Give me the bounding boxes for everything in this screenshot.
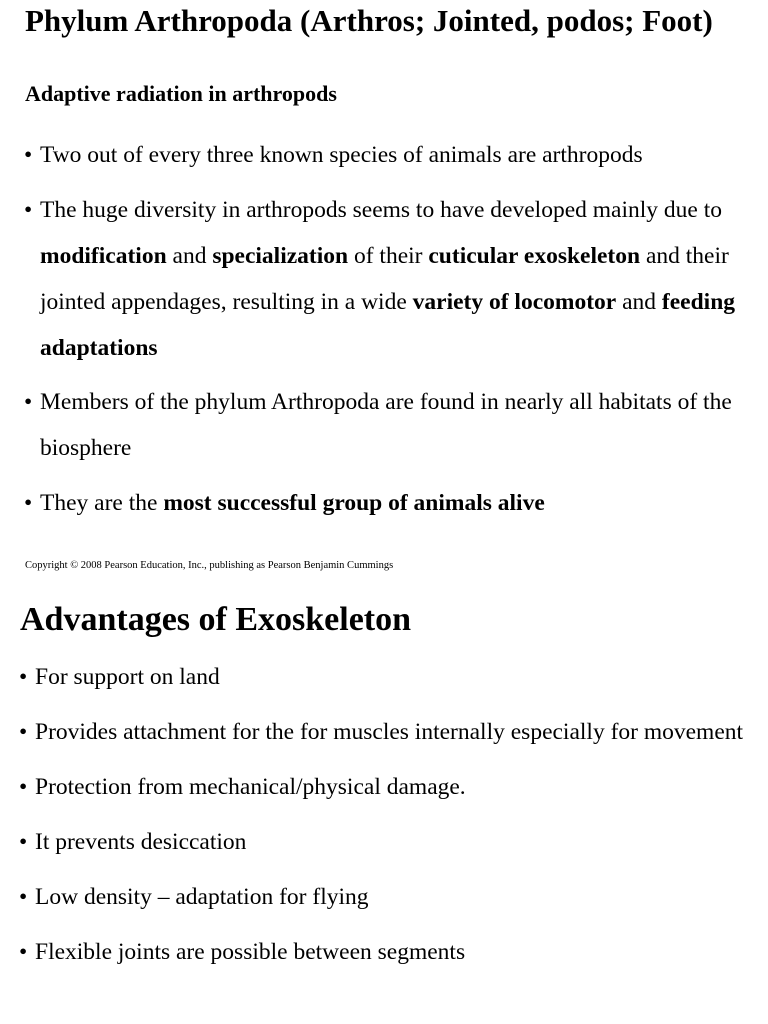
bullet-text-part: and their jointed appendages, resulting in a wide (40, 242, 729, 315)
bullet-text-part: They are the (40, 489, 164, 516)
bullet-text-part: The huge diversity in arthropods seems to have developed mainly due to (40, 196, 722, 223)
bullet-text-part: and (166, 242, 213, 269)
bullet-item-habitats (24, 379, 764, 471)
bold-term-specialization: specialization (212, 242, 349, 269)
bullet-item-diversity (24, 187, 764, 371)
bullet-text-part: and (616, 288, 662, 315)
bullet-item: • It prevents desiccation (19, 819, 759, 865)
slide-title: Phylum Arthropoda (Arthros; Jointed, podos; Foot) (25, 3, 713, 38)
bold-term-modification: modification (40, 242, 167, 269)
bold-term-exoskeleton: cuticular exoskeleton (428, 242, 641, 269)
slide-title: Advantages of Exoskeleton (20, 601, 412, 638)
bullet-item: • Provides attachment for the for muscles internally especially for movement (19, 709, 759, 755)
copyright-notice: Copyright © 2008 Pearson Education, Inc., publishing as Pearson Benjamin Cummings (25, 560, 394, 571)
bullet-item-species (24, 132, 764, 178)
bold-term-successful: most successful group of animals alive (163, 489, 545, 516)
bullet-text: Members of the phylum Arthropoda are found in nearly all habitats of the biosphere (40, 389, 732, 461)
bold-term-feeding: feeding adaptations (40, 288, 736, 361)
bullet-item: • Low density – adaptation for flying (19, 874, 759, 920)
bullet-list (19, 654, 759, 984)
bold-term-locomotor: variety of locomotor (412, 288, 617, 315)
bullet-list (24, 132, 764, 534)
bullet-item: • Flexible joints are possible between segments (19, 929, 759, 975)
bullet-item-successful (24, 480, 764, 526)
bullet-item: • Protection from mechanical/physical damage. (19, 764, 759, 810)
bullet-item: • For support on land (19, 654, 759, 700)
bullet-text-part: of their (348, 242, 429, 269)
slide-subtitle: Adaptive radiation in arthropods (25, 81, 337, 106)
bullet-text: Two out of every three known species of animals are arthropods (40, 142, 643, 168)
